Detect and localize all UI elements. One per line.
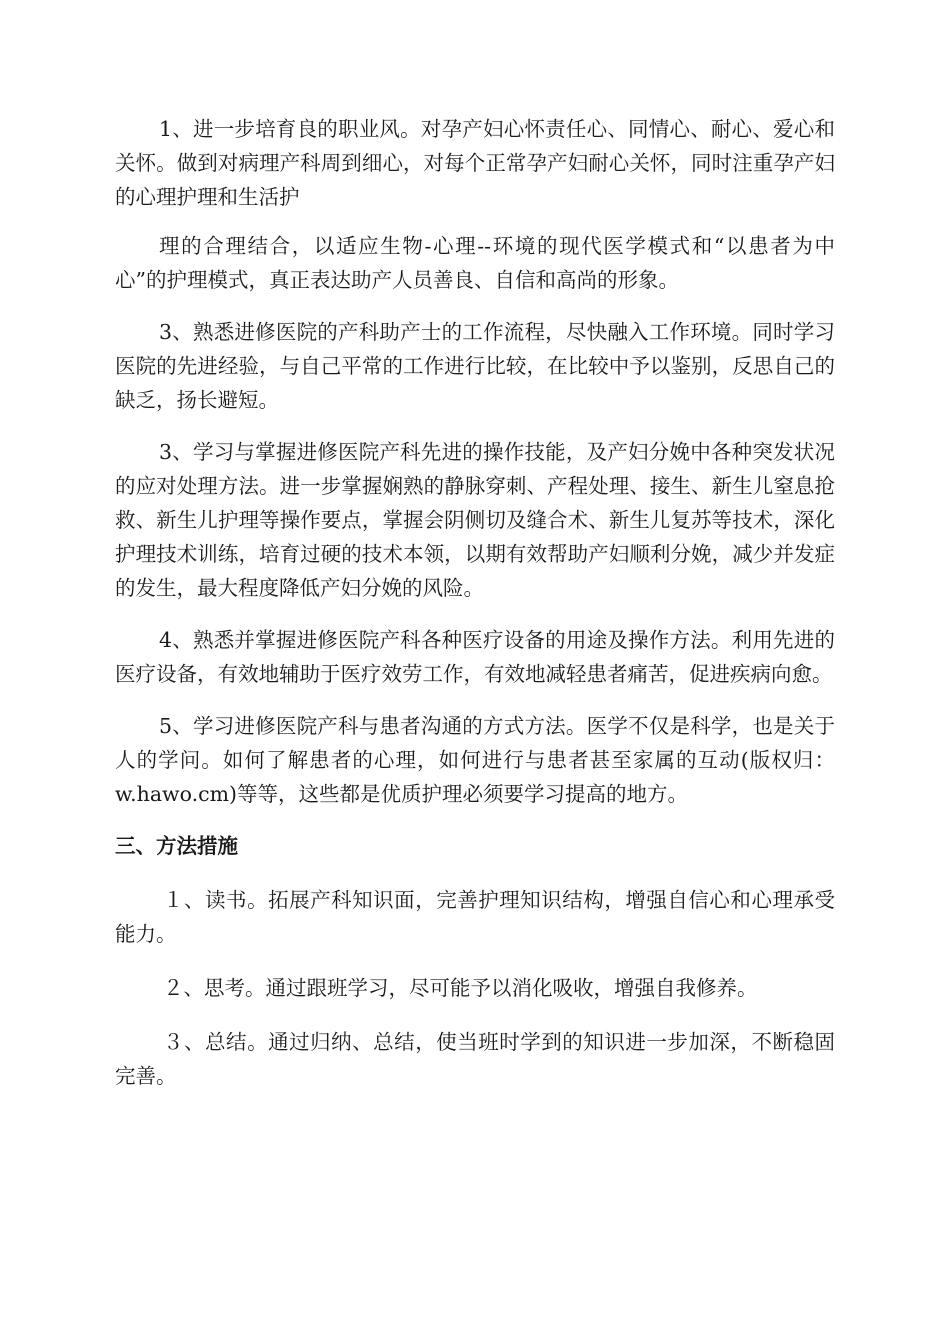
- method-item-1: １、读书。拓展产科知识面，完善护理知识结构，增强自信心和心理承受能力。: [115, 888, 835, 946]
- paragraph-1: 1、进一步培育良的职业风。对孕产妇心怀责任心、同情心、耐心、爱心和关怀。做到对病理产科周到细心，对每个正常孕产妇耐心关怀，同时注重孕产妇的心理护理和生活护: [115, 117, 835, 209]
- section-heading: 三、方法措施: [115, 834, 238, 858]
- document-page: [115, 112, 835, 1113]
- paragraph-4: 3、学习与掌握进修医院产科先进的操作技能，及产妇分娩中各种突发状况的应对处理方法。进一步掌握娴熟的静脉穿刺、产程处理、接生、新生儿窒息抢救、新生儿护理等操作要点，掌握会阴侧切及缝合术、新生儿复苏等技术，深化护理技术训练，培育过硬的技术本领，以期有效帮助产妇顺利分娩，减少并发症的发生，最大程度降低产妇分娩的风险。: [115, 440, 835, 600]
- method-item-3: ３、总结。通过归纳、总结，使当班时学到的知识进一步加深，不断稳固完善。: [115, 1030, 835, 1088]
- paragraph-3: 3、熟悉进修医院的产科助产士的工作流程，尽快融入工作环境。同时学习医院的先进经验，与自己平常的工作进行比较，在比较中予以鉴别，反思自己的缺乏，扬长避短。: [115, 320, 835, 412]
- paragraph-5: 4、熟悉并掌握进修医院产科各种医疗设备的用途及操作方法。利用先进的医疗设备，有效地辅助于医疗效劳工作，有效地减轻患者痛苦，促进疾病向愈。: [115, 628, 835, 686]
- paragraph-6: 5、学习进修医院产科与患者沟通的方式方法。医学不仅是科学，也是关于人的学问。如何了解患者的心理，如何进行与患者甚至家属的互动(版权归：w.hawo.cm)等等，这些都是优质护理必须要学习提高的地方。: [115, 714, 835, 806]
- paragraph-2: 理的合理结合，以适应生物-心理--环境的现代医学模式和“以患者为中心”的护理模式，真正表达助产人员善良、自信和高尚的形象。: [115, 234, 835, 292]
- method-item-2: ２、思考。通过跟班学习，尽可能予以消化吸收，增强自我修养。: [163, 976, 758, 1000]
